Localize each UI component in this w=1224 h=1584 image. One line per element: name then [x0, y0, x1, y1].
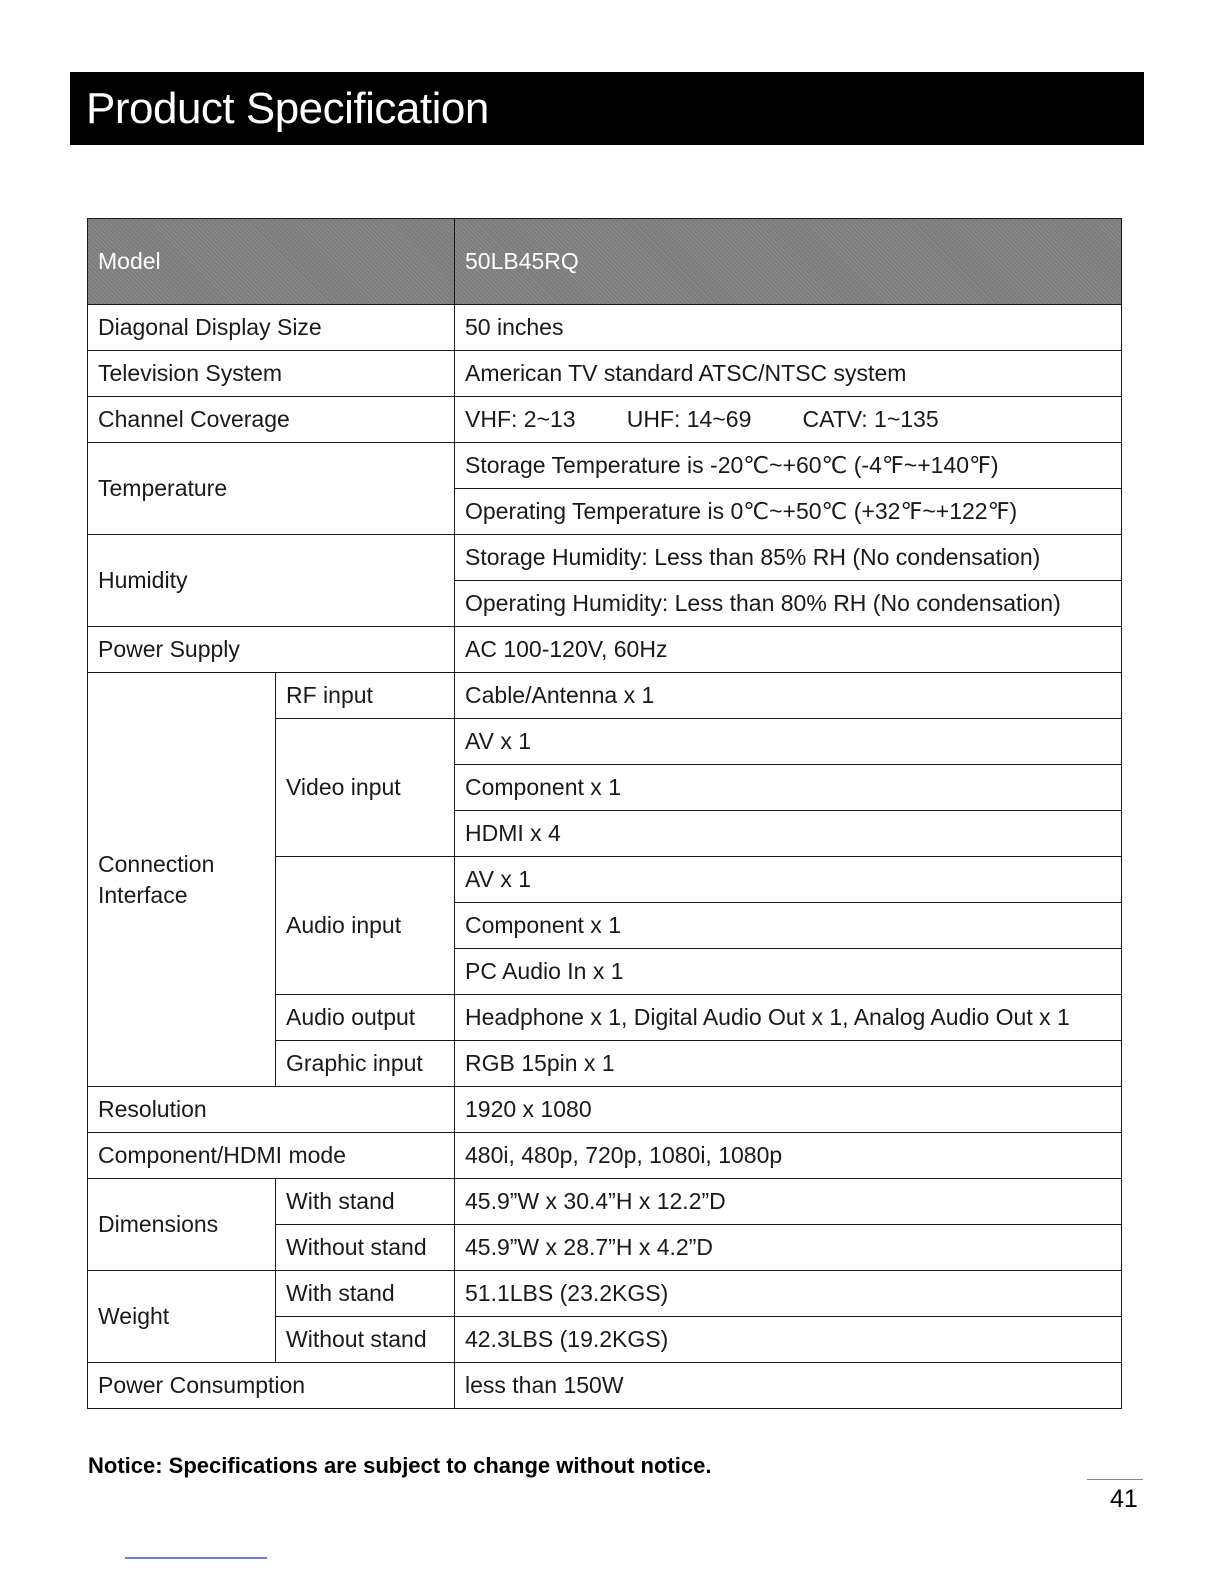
footer-divider: [125, 1557, 267, 1559]
audio-output-label: Audio output: [276, 995, 455, 1041]
specification-table: [87, 218, 1122, 1409]
weight-with-stand-label: With stand: [276, 1271, 455, 1317]
video-hdmi-value: HDMI x 4: [455, 811, 1122, 857]
channel-value: VHF: 2~13 UHF: 14~69 CATV: 1~135: [455, 397, 1122, 443]
audio-component-value: Component x 1: [455, 903, 1122, 949]
rf-input-label: RF input: [276, 673, 455, 719]
table-row: [88, 443, 1122, 489]
rf-input-value: Cable/Antenna x 1: [455, 673, 1122, 719]
resolution-value: 1920 x 1080: [455, 1087, 1122, 1133]
power-supply-value: AC 100-120V, 60Hz: [455, 627, 1122, 673]
table-row: [88, 1179, 1122, 1225]
model-label: Model: [88, 219, 455, 305]
humidity-operating-value: Operating Humidity: Less than 80% RH (No condensation): [455, 581, 1122, 627]
table-row: [88, 397, 1122, 443]
dim-with-stand-value: 45.9”W x 30.4”H x 12.2”D: [455, 1179, 1122, 1225]
temp-storage-value: Storage Temperature is -20℃~+60℃ (-4℉~+140℉): [455, 443, 1122, 489]
diagonal-label: Diagonal Display Size: [88, 305, 455, 351]
table-header-row: [88, 219, 1122, 305]
page-title: Product Specification: [86, 84, 489, 133]
dimensions-label: Dimensions: [88, 1179, 276, 1271]
dim-without-stand-value: 45.9”W x 28.7”H x 4.2”D: [455, 1225, 1122, 1271]
tv-system-label: Television System: [88, 351, 455, 397]
power-consumption-value: less than 150W: [455, 1363, 1122, 1409]
page-number: 41: [1110, 1485, 1138, 1513]
humidity-label: Humidity: [88, 535, 455, 627]
diagonal-value: 50 inches: [455, 305, 1122, 351]
power-supply-label: Power Supply: [88, 627, 455, 673]
weight-with-stand-value: 51.1LBS (23.2KGS): [455, 1271, 1122, 1317]
mode-value: 480i, 480p, 720p, 1080i, 1080p: [455, 1133, 1122, 1179]
table-row: [88, 535, 1122, 581]
temperature-label: Temperature: [88, 443, 455, 535]
page-number-divider: [1087, 1479, 1143, 1480]
video-component-value: Component x 1: [455, 765, 1122, 811]
weight-without-stand-value: 42.3LBS (19.2KGS): [455, 1317, 1122, 1363]
audio-input-label: Audio input: [276, 857, 455, 995]
weight-without-stand-label: Without stand: [276, 1317, 455, 1363]
graphic-input-label: Graphic input: [276, 1041, 455, 1087]
audio-av-value: AV x 1: [455, 857, 1122, 903]
humidity-storage-value: Storage Humidity: Less than 85% RH (No condensation): [455, 535, 1122, 581]
mode-label: Component/HDMI mode: [88, 1133, 455, 1179]
notice-text: Notice: Specifications are subject to change without notice.: [88, 1453, 712, 1478]
tv-system-value: American TV standard ATSC/NTSC system: [455, 351, 1122, 397]
table-row: [88, 673, 1122, 719]
table-row: [88, 1363, 1122, 1409]
video-av-value: AV x 1: [455, 719, 1122, 765]
audio-pc-value: PC Audio In x 1: [455, 949, 1122, 995]
graphic-input-value: RGB 15pin x 1: [455, 1041, 1122, 1087]
video-input-label: Video input: [276, 719, 455, 857]
resolution-label: Resolution: [88, 1087, 455, 1133]
page-title-bar: [70, 72, 1144, 145]
temp-operating-value: Operating Temperature is 0℃~+50℃ (+32℉~+122℉): [455, 489, 1122, 535]
weight-label: Weight: [88, 1271, 276, 1363]
connection-label-line2: Interface: [98, 881, 188, 908]
audio-output-value: Headphone x 1, Digital Audio Out x 1, Analog Audio Out x 1: [455, 995, 1122, 1041]
connection-label-line1: Connection: [98, 850, 215, 877]
connection-interface-label: [88, 673, 276, 1087]
dim-without-stand-label: Without stand: [276, 1225, 455, 1271]
dim-with-stand-label: With stand: [276, 1179, 455, 1225]
table-row: [88, 1133, 1122, 1179]
table-row: [88, 305, 1122, 351]
power-consumption-label: Power Consumption: [88, 1363, 455, 1409]
channel-label: Channel Coverage: [88, 397, 455, 443]
table-row: [88, 627, 1122, 673]
table-row: [88, 1271, 1122, 1317]
model-value: 50LB45RQ: [455, 219, 1122, 305]
table-row: [88, 1087, 1122, 1133]
table-row: [88, 351, 1122, 397]
